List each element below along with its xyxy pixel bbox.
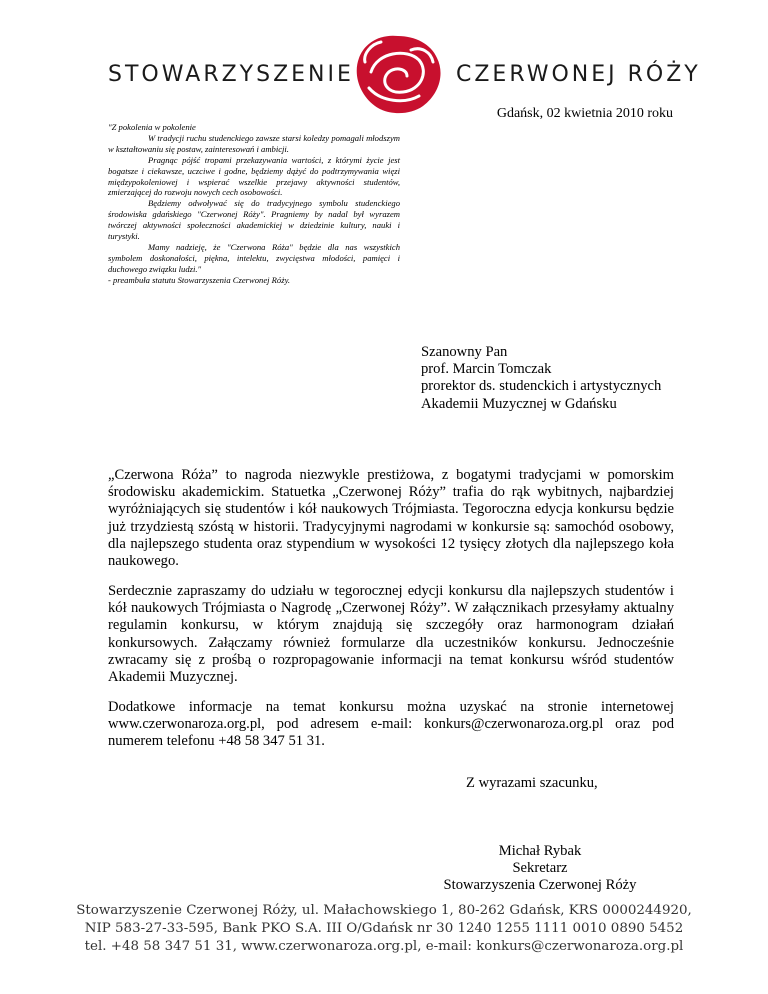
body-text: „Czerwona Róża” to nagroda niezwykle prestiżowa, z bogatymi tradycjami w pomorskim środowisku akademickim. Statuetka „Czerwonej Róży” trafia do rąk wybitnych, najbardziej wyróżniających się studentów i kół naukowych Trójmiasta. Tegoroczna edycja konkursu będzie już trzydziestą szóstą w historii. Tradycyjnymi nagrodami w konkursie są: samochód osobowy, dla najlepszego studenta oraz stypendium w wysokości 12 tysięcy złotych dla najlepszego koła naukowego. — [108, 467, 674, 570]
letter-date: Gdańsk, 02 kwietnia 2010 roku — [496, 106, 673, 121]
body-text: Dodatkowe informacje na temat konkursu można uzyskać na stronie internetowej www.czerwonaroza.org.pl, pod adresem e-mail: konkurs@czerwonaroza.org.pl oraz pod numerem telefonu +48 58 347 51 31. — [108, 699, 674, 750]
preamble-paragraph: Mamy nadzieję, że "Czerwona Róża" będzie dla nas wszystkich symbolem doskonałości, piękna, intelektu, zwycięstwa młodości, pamięci i duchowego związku ludzi." — [108, 241, 400, 274]
body-text: Serdecznie zapraszamy do udziału w tegorocznej edycji konkursu dla najlepszych studentów i kół naukowych Trójmiasta o Nagrodę „Czerwonej Róży”. W załącznikach przesyłamy aktualny regulamin konkursu, w którym znajdują się szczegóły oraz harmonogram działań konkursowych. Załączamy również formularze dla uczestników konkursu. Jednocześnie zwracamy się z prośbą o rozpropagowanie informacji na temat konkursu wśród studentów Akademii Muzycznej. — [108, 583, 674, 686]
footer-line: Stowarzyszenie Czerwonej Róży, ul. Małachowskiego 1, 80-262 Gdańsk, KRS 0000244920, — [76, 903, 692, 918]
rose-logo — [351, 32, 445, 116]
recipient-line: prof. Marcin Tomczak — [421, 361, 552, 378]
closing-salutation: Z wyrazami szacunku, — [466, 775, 598, 791]
recipient-address — [421, 344, 661, 413]
preamble-attribution: - preambuła statutu Stowarzyszenia Czerwonej Róży. — [108, 274, 291, 285]
signature-name: Michał Rybak — [498, 843, 582, 859]
signature-org: Stowarzyszenia Czerwonej Róży — [443, 876, 637, 893]
recipient-line: prorektor ds. studenckich i artystycznych — [421, 378, 662, 395]
preamble-paragraph: Pragnąc pójść tropami przekazywania wartości, z którymi życie jest bogatsze i ciekawsze, uczciwe i godne, będziemy dążyć do podtrzymywania więzi międzypokoleniowej i wspierać wszelkie przejawy aktywności studentów, zmierzającej do rozwoju nowych cech osobowości. — [108, 154, 400, 198]
body-paragraph-1 — [108, 467, 674, 570]
footer-line: tel. +48 58 347 51 31, www.czerwonaroza.org.pl, e-mail: konkurs@czerwonaroza.org.pl — [84, 939, 684, 954]
recipient-line: Szanowny Pan — [421, 344, 508, 360]
letter-footer — [60, 902, 708, 956]
preamble-quote — [108, 122, 400, 286]
preamble-paragraph: W tradycji ruchu studenckiego zawsze starsi koledzy pomagali młodszym w kształtowaniu się postaw, zainteresowań i ambicji. — [108, 132, 400, 154]
body-paragraph-3 — [108, 699, 674, 751]
recipient-line: Akademii Muzycznej w Gdańsku — [421, 395, 617, 412]
footer-line: NIP 583-27-33-595, Bank PKO S.A. III O/Gdańsk nr 30 1240 1255 1111 0010 0890 5452 — [84, 921, 684, 936]
signature-block — [420, 843, 660, 893]
letterhead-org-right: CZERWONEJ RÓŻY — [456, 62, 701, 87]
preamble-paragraph: Będziemy odwoływać się do tradycyjnego symbolu studenckiego środowiska gdańskiego "Czerwonej Róży". Pragniemy by nadal był wyrazem twórczej aktywności społeczności akademickiej w dziedzinie kultury, nauki i turystyki. — [108, 198, 400, 242]
letterhead-org-left: STOWARZYSZENIE — [108, 62, 354, 87]
signature-role: Sekretarz — [512, 859, 568, 876]
preamble-title: "Z pokolenia w pokolenie — [108, 122, 196, 132]
body-paragraph-2 — [108, 583, 674, 686]
